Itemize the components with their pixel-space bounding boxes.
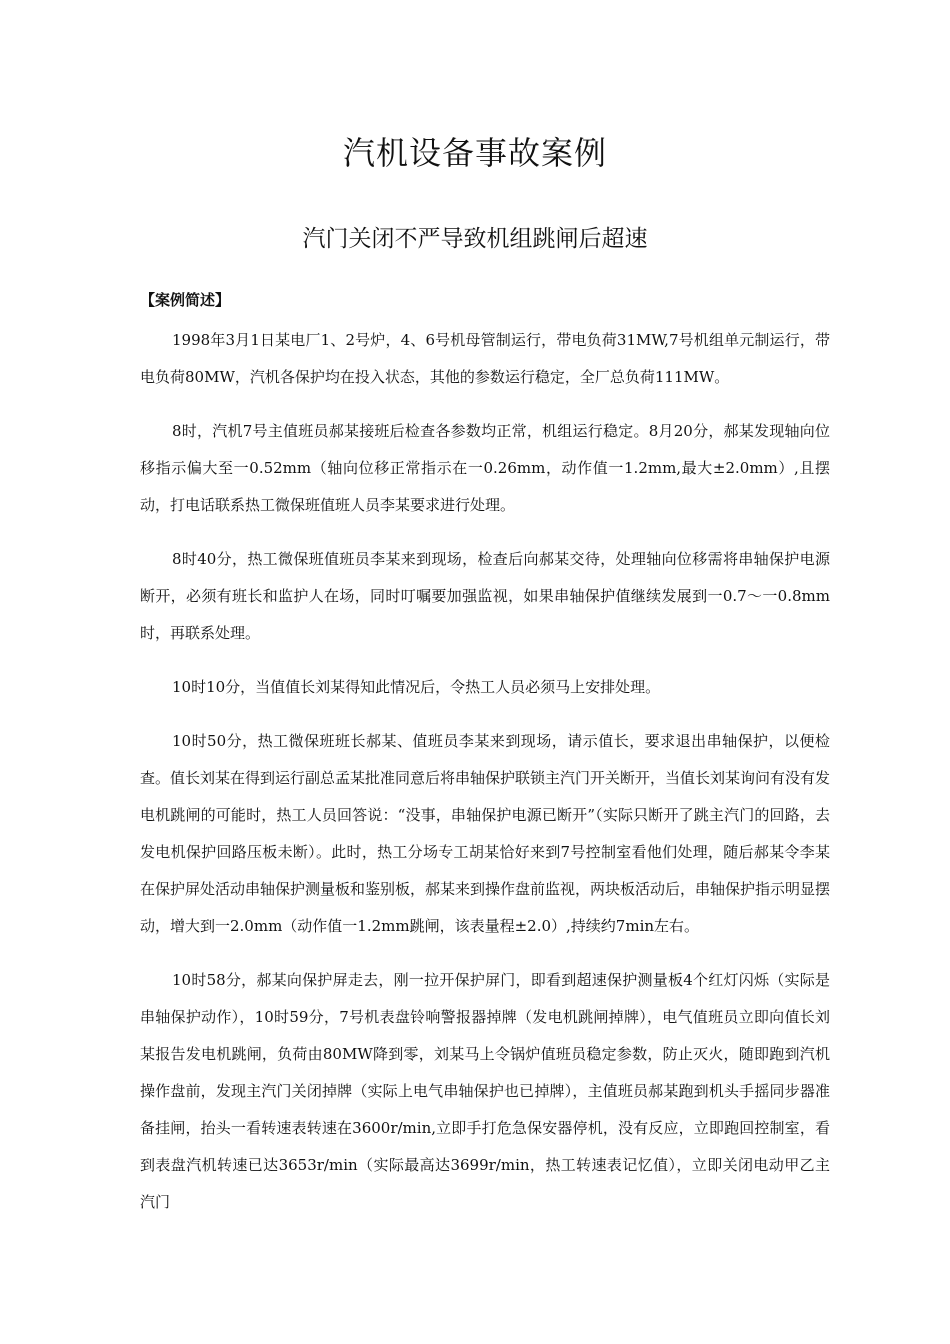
paragraph-5: 10时50分，热工微保班班长郝某、值班员李某来到现场，请示值长，要求退出串轴保护，以便检查。值长刘某在得到运行副总孟某批准同意后将串轴保护联锁主汽门开关断开，当值长刘某询问有没有发电机跳闸的可能时，热工人员回答说：“没事，串轴保护电源已断开”（实际只断开了跳主汽门的回路，去发电机保护回路压板未断）。此时，热工分场专工胡某恰好来到7号控制室看他们处理，随后郝某令李某在保护屏处活动串轴保护测量板和鉴别板，郝某来到操作盘前监视，两块板活动后，串轴保护指示明显摆动，增大到一2.0mm（动作值一1.2mm跳闸，该表量程±2.0）,持续约7min左右。 xyxy=(140,732,831,935)
paragraph-3: 8时40分，热工微保班值班员李某来到现场，检查后向郝某交待，处理轴向位移需将串轴保护电源断开，必须有班长和监护人在场，同时叮嘱要加强监视，如果串轴保护值继续发展到一0.7〜一0.8mm时，再联系处理。 xyxy=(140,550,830,642)
paragraph-4: 10时10分，当值值长刘某得知此情况后，令热工人员必须马上安排处理。 xyxy=(172,678,661,696)
paragraph-6: 10时58分，郝某向保护屏走去，刚一拉开保护屏门，即看到超速保护测量板4个红灯闪烁（实际是串轴保护动作），10时59分，7号机表盘铃响警报器掉牌（发电机跳闸掉牌），电气值班员立即向值长刘某报告发电机跳闸，负荷由80MW降到零，刘某马上令锅炉值班员稳定参数，防止灭火，随即跑到汽机操作盘前，发现主汽门关闭掉牌（实际上电气串轴保护也已掉牌），主值班员郝某跑到机头手摇同步器准备挂闸，抬头一看转速表转速在3600r/min,立即手打危急保安器停机，没有反应，立即跑回控制室，看到表盘汽机转速已达3653r/min（实际最高达3699r/min，热工转速表记忆值），立即关闭电动甲乙主汽门 xyxy=(140,971,830,1211)
section-heading: 【案例简述】 xyxy=(140,291,231,309)
document-title: 汽机设备事故案例 xyxy=(342,134,607,172)
paragraph-2: 8时，汽机7号主值班员郝某接班后检查各参数均正常，机组运行稳定。8月20分，郝某发现轴向位移指示偏大至一0.52mm（轴向位移正常指示在一0.26mm，动作值一1.2mm,最大±2.0mm）,且摆动，打电话联系热工微保班值班人员李某要求进行处理。 xyxy=(140,422,830,514)
paragraph-1: 1998年3月1日某电厂1、2号炉，4、6号机母管制运行，带电负荷31MW,7号机组单元制运行，带电负荷80MW，汽机各保护均在投入状态，其他的参数运行稳定，全厂总负荷111MW。 xyxy=(140,331,830,386)
case-subtitle: 汽门关闭不严导致机组跳闸后超速 xyxy=(302,226,648,252)
case-body xyxy=(140,322,830,1238)
